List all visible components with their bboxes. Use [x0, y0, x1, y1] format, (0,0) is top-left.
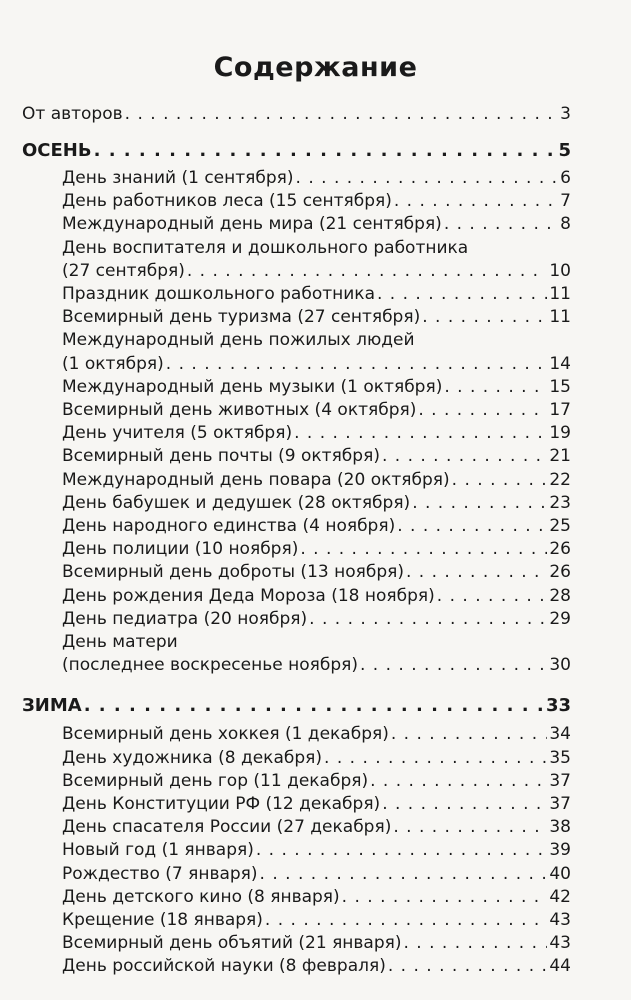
- dot-leader: [377, 284, 547, 304]
- dot-leader: [394, 191, 558, 211]
- toc-entry: [62, 562, 571, 582]
- dot-leader: [388, 956, 548, 976]
- toc-entry: [62, 956, 571, 976]
- dot-leader: [309, 609, 547, 629]
- dot-leader: [300, 539, 547, 559]
- toc-entry-label: День художника (8 декабря): [62, 747, 323, 768]
- toc-entry-page: 38: [549, 817, 571, 838]
- toc-entry: [62, 748, 571, 768]
- toc-entry-page: 33: [545, 695, 571, 717]
- dot-leader: [187, 261, 548, 281]
- toc-entry-label: День Конституции РФ (12 декабря): [62, 794, 381, 814]
- toc-entry-label: День рождения Деда Мороза (18 ноября): [62, 585, 435, 606]
- toc-entry-label: День работников леса (15 сентября): [62, 191, 392, 212]
- toc-entry: [62, 516, 571, 536]
- dot-leader: [125, 104, 559, 124]
- toc-entry-page: 29: [549, 608, 571, 629]
- toc-entry-page: 43: [549, 933, 571, 954]
- toc-entry: [62, 214, 571, 234]
- toc-entry-label: От авторов: [22, 104, 123, 124]
- toc-entry: [22, 696, 571, 716]
- toc-entry-label: День полиции (10 ноября): [62, 539, 299, 560]
- toc-entry-page: 22: [549, 469, 571, 490]
- dot-leader: [94, 141, 557, 161]
- dot-leader: [324, 748, 547, 768]
- toc-entry: [62, 191, 571, 211]
- toc-entry: [62, 586, 571, 606]
- dot-leader: [265, 910, 547, 930]
- toc-entry-label: Всемирный день животных (4 октября): [62, 400, 417, 420]
- toc-entry-page: 19: [549, 423, 571, 444]
- toc-entry: [62, 910, 571, 930]
- toc-entry-label: ОСЕНЬ: [22, 140, 92, 161]
- dot-leader: [296, 168, 559, 188]
- toc-entry-label: (последнее воскресенье ноября): [62, 655, 358, 676]
- toc-entry-label: День народного единства (4 ноября): [62, 516, 396, 536]
- dot-leader: [382, 446, 547, 466]
- toc-entry-page: 42: [549, 886, 571, 907]
- toc-entry-label: ЗИМА: [22, 695, 82, 717]
- toc-entry: [62, 655, 571, 675]
- dot-leader: [382, 794, 547, 814]
- toc-entry-label: День знаний (1 сентября): [62, 168, 294, 188]
- toc-entry: [62, 864, 571, 884]
- dot-leader: [397, 516, 547, 536]
- dot-leader: [260, 864, 548, 884]
- toc-entry-label: День бабушек и дедушек (28 октября): [62, 492, 411, 513]
- dot-leader: [444, 377, 547, 397]
- toc-entry-page: 26: [549, 562, 571, 583]
- dot-leader: [342, 887, 548, 907]
- toc-entry-label: Всемирный день объятий (21 января): [62, 933, 402, 954]
- toc-entry-label: Всемирный день хоккея (1 декабря): [62, 724, 389, 745]
- dot-leader: [84, 696, 544, 716]
- toc-entry-label: День детского кино (8 января): [62, 886, 340, 907]
- toc-entry: [62, 887, 571, 907]
- toc-entry-label: День воспитателя и дошкольного работника: [62, 237, 469, 258]
- dot-leader: [406, 562, 547, 582]
- toc-entry: [62, 354, 571, 374]
- toc-entry: [62, 423, 571, 443]
- toc-entry: [62, 794, 571, 814]
- dot-leader: [418, 400, 547, 420]
- toc-entry: [62, 168, 571, 188]
- toc-entry: [62, 284, 571, 304]
- toc-entry: [62, 377, 571, 397]
- toc-entry-page: 28: [549, 585, 571, 606]
- dot-leader: [166, 354, 548, 374]
- toc-entry-label: Новый год (1 января): [62, 840, 254, 861]
- toc-entry-label: Международный день повара (20 октября): [62, 469, 450, 490]
- toc-entry-page: 3: [560, 104, 571, 124]
- toc-entry: [62, 470, 571, 490]
- toc-entry-label: Международный день пожилых людей: [62, 330, 415, 351]
- toc-entry-page: 8: [560, 214, 571, 235]
- dot-leader: [256, 840, 548, 860]
- toc-entry-page: 11: [549, 307, 571, 328]
- toc-entry-page: 10: [549, 260, 571, 281]
- toc-entry-page: 43: [549, 910, 571, 930]
- toc-entry: [62, 933, 571, 953]
- toc-entry-page: 44: [549, 956, 571, 977]
- toc-entry-page: 40: [549, 863, 571, 884]
- toc-entry-page: 37: [549, 794, 571, 814]
- toc-entry-page: 11: [549, 284, 571, 304]
- toc-entry: [62, 307, 571, 327]
- toc-entry: [62, 840, 571, 860]
- toc-entry: [62, 771, 571, 791]
- dot-leader: [294, 423, 547, 443]
- toc-entry: [62, 446, 571, 466]
- toc-entry-page: 39: [549, 840, 571, 861]
- dot-leader: [404, 933, 548, 953]
- dot-leader: [452, 470, 548, 490]
- toc-entry: [62, 493, 571, 513]
- dot-leader: [393, 817, 547, 837]
- toc-entry: [22, 141, 571, 161]
- toc-entry-page: 17: [549, 400, 571, 420]
- toc-entry-label: День матери: [62, 632, 178, 652]
- toc-entry-page: 35: [549, 747, 571, 768]
- dot-leader: [412, 493, 547, 513]
- toc-entry: [62, 724, 571, 744]
- toc-entry-label: Международный день музыки (1 октября): [62, 376, 443, 397]
- toc-entry-label: День спасателя России (27 декабря): [62, 817, 392, 838]
- toc-entry-page: 7: [560, 191, 571, 212]
- toc-entry: [62, 539, 571, 559]
- toc-entry-label: День учителя (5 октября): [62, 423, 293, 444]
- page-title: Содержание: [213, 52, 418, 83]
- dot-leader: [437, 586, 548, 606]
- toc-entry-page: 15: [549, 376, 571, 397]
- toc-entry-page: 30: [549, 655, 571, 676]
- toc-entry: [62, 261, 571, 281]
- toc-entry: [62, 400, 571, 420]
- toc-entry-page: 37: [549, 770, 571, 791]
- toc-entry-page: 26: [549, 539, 571, 560]
- toc-entry-label: Всемирный день туризма (27 сентября): [62, 307, 421, 328]
- toc-entry: [22, 104, 571, 124]
- toc-entry-page: 23: [549, 492, 571, 513]
- toc-entry-page: 21: [549, 446, 571, 467]
- toc-entry-label: (27 сентября): [62, 260, 185, 281]
- toc-entry-label: (1 октября): [62, 353, 164, 374]
- toc-entry-label: День российской науки (8 февраля): [62, 956, 386, 977]
- toc-entry-label: Рождество (7 января): [62, 863, 258, 884]
- toc-entry-label: Международный день мира (21 сентября): [62, 214, 442, 235]
- toc-entry-page: 34: [549, 724, 571, 745]
- toc-entry-label: Всемирный день гор (11 декабря): [62, 770, 369, 791]
- toc-entry-label: Праздник дошкольного работника: [62, 284, 375, 304]
- dot-leader: [422, 307, 547, 327]
- toc-entry-page: 6: [560, 168, 571, 188]
- toc-entry-page: 5: [558, 140, 571, 161]
- toc-entry-label: День педиатра (20 ноября): [62, 608, 308, 629]
- toc-entry-page: 25: [549, 516, 571, 536]
- toc-entry-page: 14: [549, 353, 571, 374]
- toc-entry-label: Всемирный день почты (9 октября): [62, 446, 380, 467]
- toc-entry: [62, 817, 571, 837]
- dot-leader: [370, 771, 547, 791]
- dot-leader: [444, 214, 558, 234]
- dot-leader: [391, 724, 548, 744]
- dot-leader: [360, 655, 547, 675]
- toc-entry: [62, 609, 571, 629]
- toc-entry-label: Крещение (18 января): [62, 910, 263, 930]
- toc-entry-label: Всемирный день доброты (13 ноября): [62, 562, 404, 583]
